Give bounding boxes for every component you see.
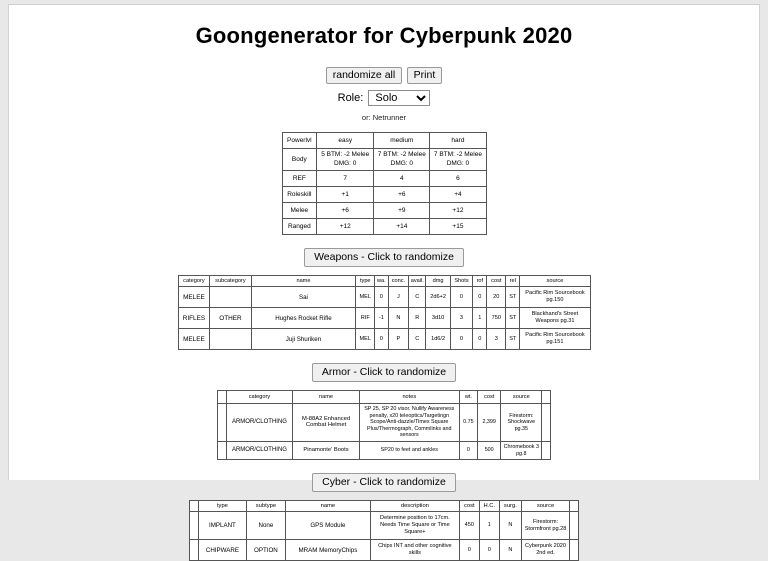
armor-header-3: notes [359, 391, 459, 404]
stats-cell-medium-2: +6 [374, 187, 430, 203]
stats-cell-hard-0: 7 BTM: -2 Melee DMG: 0 [430, 149, 486, 171]
weapons-cell-rel-2: ST [506, 329, 520, 350]
stats-cell-medium-1: 4 [374, 171, 430, 187]
cyber-header-1: type [198, 501, 246, 512]
weapons-header-1: subcategory [210, 276, 251, 287]
stats-cell-hard-4: +15 [430, 219, 486, 235]
table-row [190, 512, 579, 540]
armor-cell-name-1: Pinamonte' Boots [293, 441, 360, 459]
armor-header-2: name [293, 391, 360, 404]
cyber-randomize-button[interactable]: Cyber - Click to randomize [312, 473, 456, 492]
weapons-cell-shots-1: 3 [450, 308, 472, 329]
armor-cell-spacer-right-1 [542, 441, 551, 459]
weapons-header-2: name [251, 276, 356, 287]
stats-header-3: hard [430, 133, 486, 149]
armor-section-header [9, 362, 759, 382]
weapons-header-9: rof [473, 276, 487, 287]
armor-header-0 [218, 391, 227, 404]
stats-row [282, 187, 486, 203]
weapons-table-wrap [9, 275, 759, 350]
cyber-header-2: subtype [246, 501, 285, 512]
stats-table [282, 132, 487, 235]
stats-header-row [282, 133, 486, 149]
table-row [178, 329, 590, 350]
weapons-cell-name-0: Sai [251, 287, 356, 308]
stats-row-label-2: Roleskill [282, 187, 317, 203]
armor-header-5: cost [478, 391, 501, 404]
armor-header-row [218, 391, 551, 404]
cyber-header-5: cost [459, 501, 479, 512]
cyber-header-3: name [285, 501, 370, 512]
weapons-header-5: conc. [388, 276, 409, 287]
stats-cell-medium-3: +9 [374, 203, 430, 219]
weapons-cell-category-1: RIFLES [178, 308, 210, 329]
armor-randomize-button[interactable]: Armor - Click to randomize [312, 363, 456, 382]
page-container [8, 4, 760, 557]
weapons-cell-type-0: MEL [356, 287, 375, 308]
stats-cell-medium-0: 7 BTM: -2 Melee DMG: 0 [374, 149, 430, 171]
table-row [218, 441, 551, 459]
stats-cell-easy-2: +1 [317, 187, 374, 203]
stats-cell-hard-3: +12 [430, 203, 486, 219]
weapons-header-8: Shots [450, 276, 472, 287]
weapons-header-row [178, 276, 590, 287]
weapons-cell-rof-1: 1 [473, 308, 487, 329]
stats-cell-easy-3: +6 [317, 203, 374, 219]
cyber-cell-cost-1: 0 [459, 540, 479, 561]
table-row [178, 308, 590, 329]
armor-cell-spacer-left-0 [218, 404, 227, 442]
armor-cell-cost-0: 2,399 [478, 404, 501, 442]
cyber-cell-source-1: Cyberpunk 2020 2nd ed. [521, 540, 569, 561]
stats-cell-hard-2: +4 [430, 187, 486, 203]
cyber-cell-cost-0: 450 [459, 512, 479, 540]
armor-cell-source-0: Firestorm: Shockwave pg.35 [501, 404, 542, 442]
stats-row-label-1: REF [282, 171, 317, 187]
weapons-randomize-button[interactable]: Weapons - Click to randomize [304, 248, 464, 267]
armor-cell-notes-0: SP 25, SP 20 visor. Nullify Awareness penalty, x20 teleoptics/Targetingn Scope/Anti-dazzle/Times Square Plus/Thermograph, Commlinks and sensors [359, 404, 459, 442]
armor-cell-source-1: Chromebook 3 pg.8 [501, 441, 542, 459]
stats-header-1: easy [317, 133, 374, 149]
weapons-cell-dmg-2: 1d6/2 [426, 329, 450, 350]
weapons-section-header [9, 247, 759, 267]
weapons-header-11: rel [506, 276, 520, 287]
weapons-header-0: category [178, 276, 210, 287]
weapons-header-7: dmg [426, 276, 450, 287]
weapons-header-6: avail. [409, 276, 426, 287]
armor-cell-name-0: M-88A2 Enhanced Combat Helmet [293, 404, 360, 442]
cyber-cell-source-0: Firestorm: Stormfront pg.28 [521, 512, 569, 540]
stats-header-0: Powerlvl [282, 133, 317, 149]
table-row [190, 540, 579, 561]
weapons-cell-category-2: MELEE [178, 329, 210, 350]
weapons-cell-wa-2: 0 [375, 329, 388, 350]
cyber-cell-hc-0: 1 [479, 512, 499, 540]
cyber-table [189, 500, 579, 561]
weapons-cell-cost-0: 20 [487, 287, 506, 308]
armor-cell-notes-1: SP20 to feet and ankles [359, 441, 459, 459]
weapons-cell-conc-0: J [388, 287, 409, 308]
weapons-cell-shots-2: 0 [450, 329, 472, 350]
stats-row-label-3: Melee [282, 203, 317, 219]
armor-cell-spacer-left-1 [218, 441, 227, 459]
cyber-table-wrap [9, 500, 759, 561]
cyber-cell-spacer-right-1 [570, 540, 579, 561]
stats-row [282, 203, 486, 219]
table-row [218, 404, 551, 442]
cyber-header-row [190, 501, 579, 512]
stats-row-label-4: Ranged [282, 219, 317, 235]
randomize-all-button[interactable]: randomize all [326, 67, 402, 84]
cyber-cell-subtype-0: None [246, 512, 285, 540]
stats-row [282, 219, 486, 235]
cyber-cell-type-0: IMPLANT [198, 512, 246, 540]
cyber-header-8: source [521, 501, 569, 512]
armor-header-1: category [226, 391, 293, 404]
weapons-cell-subcategory-1: OTHER [210, 308, 251, 329]
cyber-header-4: description [370, 501, 459, 512]
armor-table [217, 390, 551, 460]
armor-cell-spacer-right-0 [542, 404, 551, 442]
page-title: Goongenerator for Cyberpunk 2020 [195, 23, 573, 48]
armor-cell-cost-1: 500 [478, 441, 501, 459]
weapons-cell-cost-2: 3 [487, 329, 506, 350]
armor-table-wrap [9, 390, 759, 460]
stats-cell-easy-4: +12 [317, 219, 374, 235]
armor-header-7 [542, 391, 551, 404]
stats-row [282, 149, 486, 171]
armor-cell-category-0: ARMOR/CLOTHING [226, 404, 293, 442]
weapons-cell-rof-0: 0 [473, 287, 487, 308]
weapons-cell-avail-1: R [409, 308, 426, 329]
stats-table-wrap [9, 132, 759, 235]
cyber-cell-surg-1: N [499, 540, 521, 561]
role-subnote: or: Netrunner [361, 113, 407, 122]
stats-cell-easy-1: 7 [317, 171, 374, 187]
cyber-cell-type-1: CHIPWARE [198, 540, 246, 561]
cyber-cell-spacer-right-0 [570, 512, 579, 540]
stats-header-2: medium [374, 133, 430, 149]
cyber-cell-surg-0: N [499, 512, 521, 540]
weapons-cell-name-2: Juji Shuriken [251, 329, 356, 350]
cyber-cell-spacer-left-0 [190, 512, 199, 540]
weapons-cell-name-1: Hughes Rocket Rifle [251, 308, 356, 329]
cyber-cell-spacer-left-1 [190, 540, 199, 561]
weapons-cell-wa-1: -1 [375, 308, 388, 329]
armor-header-4: wt. [459, 391, 477, 404]
stats-cell-easy-0: 5 BTM: -2 Melee DMG: 0 [317, 149, 374, 171]
weapons-cell-shots-0: 0 [450, 287, 472, 308]
cyber-cell-name-1: MRAM MemoryChips [285, 540, 370, 561]
weapons-cell-source-1: Blackhand's Street Weapons pg.31 [520, 308, 590, 329]
cyber-header-9 [570, 501, 579, 512]
weapons-cell-wa-0: 0 [375, 287, 388, 308]
weapons-cell-subcategory-2 [210, 329, 251, 350]
weapons-cell-type-1: RIF [356, 308, 375, 329]
weapons-cell-conc-1: N [388, 308, 409, 329]
stats-cell-hard-1: 6 [430, 171, 486, 187]
cyber-section-header [9, 472, 759, 492]
weapons-cell-category-0: MELEE [178, 287, 210, 308]
cyber-cell-hc-1: 0 [479, 540, 499, 561]
armor-cell-category-1: ARMOR/CLOTHING [226, 441, 293, 459]
weapons-table [178, 275, 591, 350]
weapons-header-12: source [520, 276, 590, 287]
armor-header-6: source [501, 391, 542, 404]
weapons-cell-rof-2: 0 [473, 329, 487, 350]
armor-cell-wt-0: 0.75 [459, 404, 477, 442]
role-selector-row [9, 90, 759, 106]
weapons-cell-cost-1: 750 [487, 308, 506, 329]
print-button[interactable]: Print [407, 67, 443, 84]
weapons-cell-subcategory-0 [210, 287, 251, 308]
toolbar [9, 67, 759, 85]
stats-cell-medium-4: +14 [374, 219, 430, 235]
stats-row [282, 171, 486, 187]
role-select[interactable] [368, 90, 430, 106]
weapons-cell-rel-0: ST [506, 287, 520, 308]
cyber-header-7: surg. [499, 501, 521, 512]
weapons-header-4: wa. [375, 276, 388, 287]
stats-row-label-0: Body [282, 149, 317, 171]
weapons-cell-avail-0: C [409, 287, 426, 308]
armor-cell-wt-1: 0 [459, 441, 477, 459]
weapons-cell-source-2: Pacific Rim Sourcebook pg.151 [520, 329, 590, 350]
weapons-cell-dmg-1: 3d10 [426, 308, 450, 329]
weapons-header-3: type [356, 276, 375, 287]
weapons-header-10: cost [487, 276, 506, 287]
role-label: Role: [337, 92, 364, 104]
cyber-cell-description-1: Chips INT and other cognitive skills [370, 540, 459, 561]
weapons-cell-type-2: MEL [356, 329, 375, 350]
weapons-cell-avail-2: C [409, 329, 426, 350]
cyber-cell-description-0: Determine position to 17cm. Needs Time Square or Time Square+ [370, 512, 459, 540]
weapons-cell-source-0: Pacific Rim Sourcebook pg.150 [520, 287, 590, 308]
weapons-cell-rel-1: ST [506, 308, 520, 329]
cyber-header-6: H.C. [479, 501, 499, 512]
cyber-header-0 [190, 501, 199, 512]
cyber-cell-name-0: GPS Module [285, 512, 370, 540]
weapons-cell-dmg-0: 2d6+2 [426, 287, 450, 308]
weapons-cell-conc-2: P [388, 329, 409, 350]
table-row [178, 287, 590, 308]
cyber-cell-subtype-1: OPTION [246, 540, 285, 561]
